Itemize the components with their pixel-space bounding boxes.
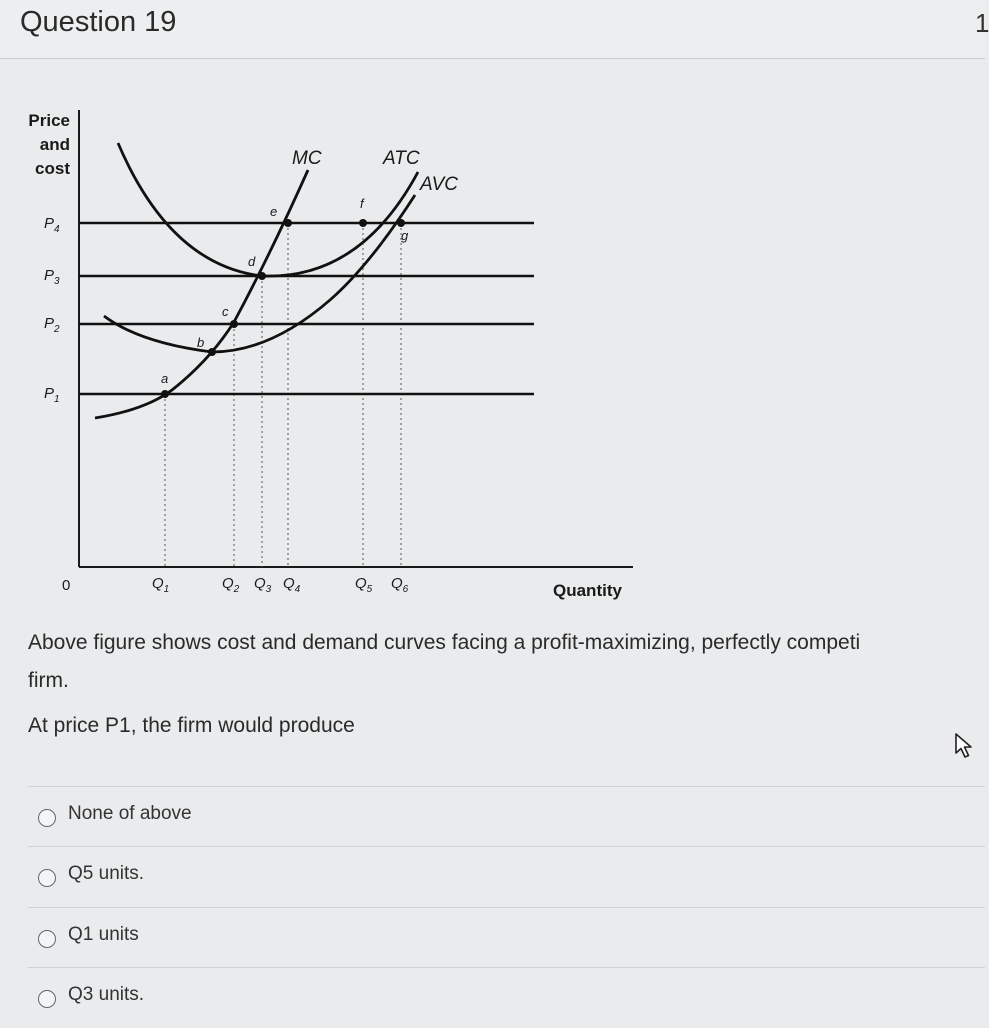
price-label-p3: $P_3$: [44, 267, 60, 287]
question-points: 1: [975, 8, 989, 38]
point-d-marker: [258, 272, 266, 280]
price-label-p4: $P_4$: [44, 215, 60, 235]
question-header: [0, 0, 989, 59]
price-label-p2: $P_2$: [44, 315, 60, 335]
option-label-1: None of above: [68, 803, 192, 824]
option-label-3: Q1 units: [68, 924, 139, 945]
point-a-marker: [161, 390, 169, 398]
question-stem: [28, 624, 983, 700]
point-c-marker: [230, 320, 238, 328]
radio-button-option-2[interactable]: [38, 869, 56, 887]
curve-label-avc: AVC: [420, 174, 459, 195]
point-g-marker: [397, 219, 405, 227]
question-prompt: At price P1, the firm would produce: [28, 714, 355, 737]
option-none-of-above[interactable]: [28, 786, 985, 847]
y-axis-label-line3: cost: [35, 159, 70, 178]
y-axis-label-line1: Price: [28, 111, 70, 130]
point-b-marker: [208, 348, 216, 356]
price-label-p1: $P_1$: [44, 385, 60, 405]
quantity-label-q5: $Q_5$: [355, 575, 373, 595]
question-title: Question 19: [20, 6, 177, 38]
point-label-a: a: [161, 371, 169, 386]
origin-label: 0: [62, 577, 71, 594]
mouse-pointer-icon: [954, 732, 976, 760]
radio-button-option-1[interactable]: [38, 809, 56, 827]
point-label-d: d: [248, 254, 256, 269]
question-line-2: firm.: [28, 669, 69, 692]
option-q1-units[interactable]: [28, 907, 985, 968]
point-label-c: c: [222, 304, 229, 319]
quantity-label-q4: $Q_4$: [283, 575, 301, 595]
point-label-e: e: [270, 204, 278, 219]
curve-label-mc: MC: [292, 148, 322, 169]
radio-button-option-4[interactable]: [38, 990, 56, 1008]
option-label-2: Q5 units.: [68, 863, 145, 884]
point-f-marker: [359, 219, 367, 227]
quantity-label-q6: $Q_6$: [391, 575, 409, 595]
question-line-1: Above figure shows cost and demand curves facing a profit-maximizing, perfectly competi: [28, 631, 861, 654]
option-q3-units[interactable]: [28, 967, 985, 1028]
point-label-g: g: [401, 228, 409, 243]
quantity-label-q1: $Q_1$: [152, 575, 170, 595]
option-label-4: Q3 units.: [68, 984, 145, 1005]
quantity-label-q2: $Q_2$: [222, 575, 240, 595]
y-axis-label-line2: and: [39, 135, 70, 154]
cost-curves-figure: [0, 60, 660, 620]
point-label-b: b: [197, 335, 205, 350]
point-e-marker: [284, 219, 292, 227]
option-q5-units[interactable]: [28, 846, 985, 907]
curve-label-atc: ATC: [383, 148, 420, 169]
radio-button-option-3[interactable]: [38, 930, 56, 948]
point-label-f: f: [360, 196, 364, 211]
x-axis-label: Quantity: [553, 581, 622, 600]
quantity-label-q3: $Q_3$: [254, 575, 272, 595]
